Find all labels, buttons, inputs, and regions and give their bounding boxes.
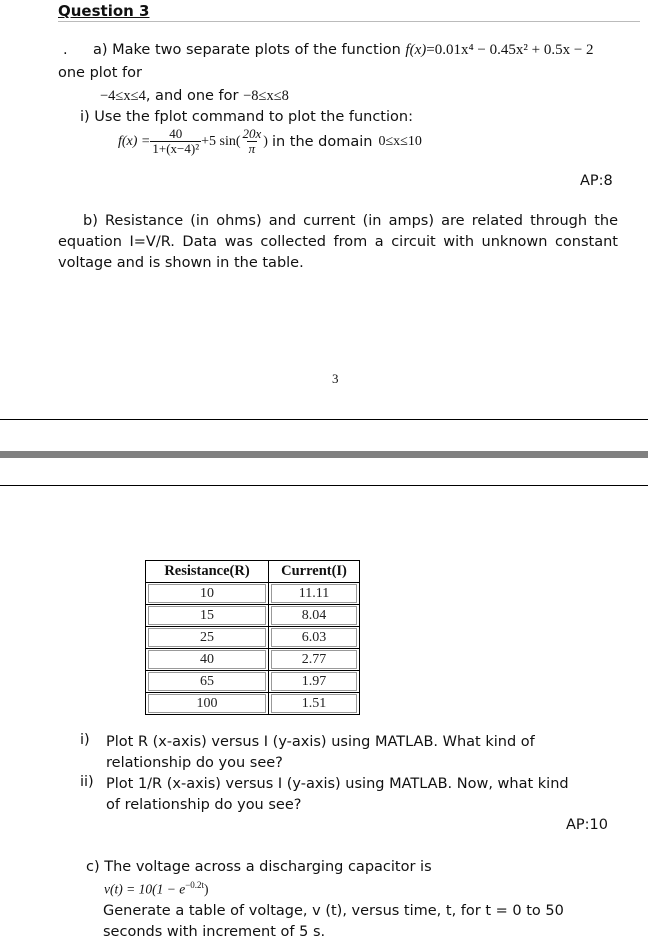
range-small: −4≤x≤4: [100, 88, 146, 104]
part-a-ranges: [100, 88, 289, 105]
resistance-cell: 100: [148, 694, 266, 713]
fplot-formula: [118, 127, 422, 156]
resistance-current-table: [145, 560, 360, 715]
page-number: 3: [332, 371, 339, 386]
resistance-cell: 25: [148, 628, 266, 647]
formula-mid: +5 sin(: [201, 133, 241, 149]
part-a-ap: AP:8: [580, 173, 613, 189]
range-large: −8≤x≤8: [243, 88, 289, 104]
fraction-1-numerator: 40: [169, 126, 183, 141]
capacitor-formula-exponent: −0.2t: [185, 880, 205, 890]
current-cell: 11.11: [271, 584, 357, 603]
fraction-2-denominator: π: [248, 141, 256, 156]
table-row: [146, 693, 360, 715]
formula-lhs: f(x) =: [118, 133, 151, 149]
capacitor-formula: [104, 880, 209, 898]
part-b-text: b) Resistance (in ohms) and current (in amps) are related through the equation I=V/R. Data was collected from a circuit with unknown constant voltage and is shown in the table.: [58, 213, 618, 271]
table-row: [146, 583, 360, 605]
current-cell: 6.03: [271, 628, 357, 647]
page-gap-bar: [0, 451, 648, 458]
fraction-2: [241, 127, 264, 156]
item-i-text: Plot R (x-axis) versus I (y-axis) using MATLAB. What kind of relationship do you see?: [106, 734, 535, 771]
table-header-row: [146, 561, 360, 583]
function-rhs: =0.01x⁴ − 0.45x² + 0.5x − 2: [426, 42, 594, 58]
fraction-1-denominator: 1+(x−4)²: [152, 141, 200, 156]
fraction-1: [150, 127, 201, 156]
part-a-sub-i: i) Use the fplot command to plot the function:: [80, 109, 413, 125]
table-row: [146, 605, 360, 627]
capacitor-formula-close: ): [204, 881, 209, 897]
domain-label: in the domain: [271, 133, 373, 150]
part-c-line1: c) The voltage across a discharging capacitor is: [86, 859, 432, 875]
current-cell: 2.77: [271, 650, 357, 669]
formula-close: ): [263, 133, 268, 149]
table-row: [146, 671, 360, 693]
current-cell: 1.51: [271, 694, 357, 713]
part-a-line1: [93, 42, 594, 59]
current-cell: 8.04: [271, 606, 357, 625]
bullet: .: [63, 42, 68, 58]
table-row: [146, 627, 360, 649]
resistance-cell: 65: [148, 672, 266, 691]
capacitor-formula-main: v(t) = 10(1 − e: [104, 881, 186, 897]
item-i-number: i): [80, 732, 90, 748]
item-ii-number: ii): [80, 774, 94, 790]
function-lhs: f(x): [405, 42, 427, 58]
page-break-rule-top: [0, 419, 648, 420]
resistance-cell: 40: [148, 650, 266, 669]
page-break-rule-bottom: [0, 485, 648, 486]
header-resistance: Resistance(R): [146, 561, 269, 583]
current-cell: 1.97: [271, 672, 357, 691]
resistance-cell: 15: [148, 606, 266, 625]
header-current: Current(I): [269, 561, 360, 583]
range-separator: , and one for: [145, 88, 239, 104]
part-b-ap: AP:10: [566, 817, 608, 833]
part-c-text: Generate a table of voltage, v (t), versus time, t, for t = 0 to 50 seconds with increment of 5 s.: [103, 903, 564, 940]
header-rule: [58, 21, 640, 22]
item-ii-text: Plot 1/R (x-axis) versus I (y-axis) using MATLAB. Now, what kind of relationship do you see?: [106, 776, 569, 813]
resistance-cell: 10: [148, 584, 266, 603]
part-a-intro: a) Make two separate plots of the function: [93, 42, 401, 58]
domain-value: 0≤x≤10: [378, 133, 422, 149]
question-title: Question 3: [58, 2, 150, 20]
table-row: [146, 649, 360, 671]
part-a-line2: one plot for: [58, 65, 142, 81]
fraction-2-numerator: 20x: [242, 126, 262, 141]
